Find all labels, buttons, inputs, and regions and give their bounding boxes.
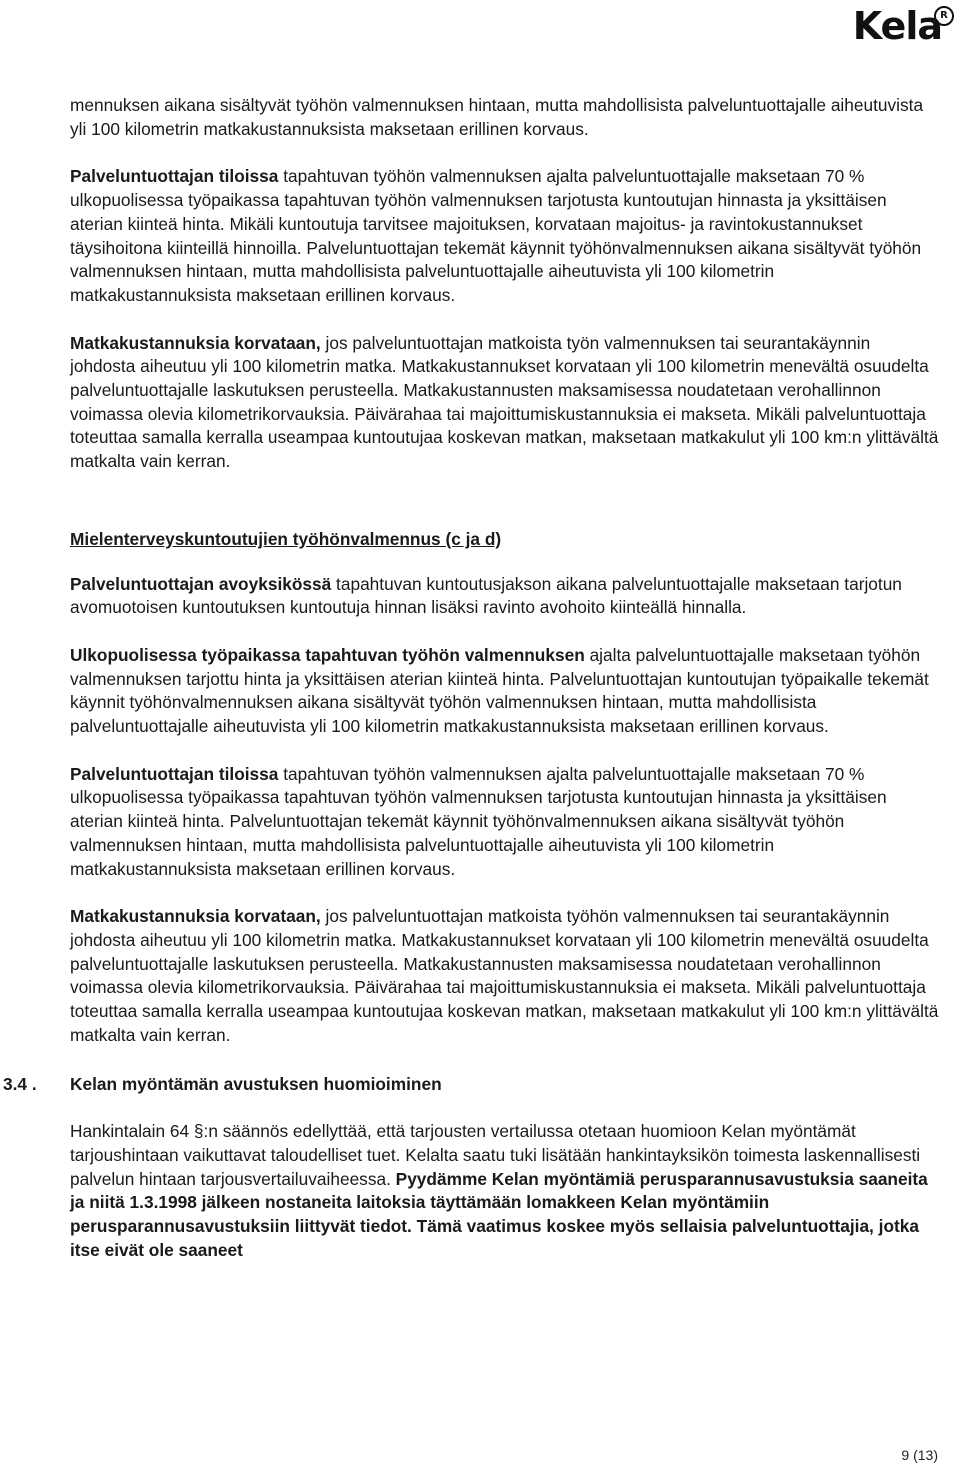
paragraph-text: jos palveluntuottajan matkoista työhön valmennuksen tai seurantakäynnin johdosta aiheutuu yli 100 kilometrin matka. Matkakustannukset korvataan yli 100 kilometrin menevältä osuudelta palveluntuottajalle laskutuksen perusteella. Matkakustannusten maksamisessa noudatetaan verohallinnon voimassa olevia kilometrikorvauksia. Päivärahaa tai majoittumiskustannuksia ei makseta. Mikäli palveluntuottaja toteuttaa samalla kerralla useampaa kuntoutujaa koskevan matkan, maksetaan matkakulut yli 100 km:n ylittävältä matkalta vain kerran. [70, 906, 939, 1045]
paragraph-lead: Ulkopuolisessa työpaikassa tapahtuvan työhön valmennuksen [70, 644, 585, 665]
section-heading [3, 1073, 940, 1097]
paragraph-text: tapahtuvan työhön valmennuksen ajalta palveluntuottajalle maksetaan 70 % ulkopuolisessa työpaikassa tapahtuvan työhön valmennuksen tarjotusta kuntoutujan hinnasta ja yksittäisen aterian kiinteä hinta. Mikäli kuntoutuja tarvitsee majoituksen, korvataan majoitus- ja ravintokustannukset täysihoitona kiinteillä hinnoilla. Palveluntuottajan tekemät käynnit työhönvalmennuksen aikana sisältyvät työhön valmennuksen hintaan, mutta mahdollisista palveluntuottajalle aiheutuvista yli 100 kilometrin matkakustannuksista maksetaan erillinen korvaus. [70, 166, 922, 305]
paragraph [70, 644, 940, 739]
paragraph [70, 905, 940, 1047]
kela-logo [852, 4, 948, 48]
registered-mark-icon: R [934, 6, 954, 26]
paragraph-lead: Palveluntuottajan tiloissa [70, 166, 279, 187]
paragraph-text: jos palveluntuottajan matkoista työn valmennuksen tai seurantakäynnin johdosta aiheutuu yli 100 kilometrin matka. Matkakustannukset korvataan yli 100 kilometrin menevältä osuudelta palveluntuottajalle laskutuksen perusteella. Matkakustannusten maksamisessa noudatetaan verohallinnon voimassa olevia kilometrikorvauksia. Päivärahaa tai majoittumiskustannuksia ei makseta. Mikäli palveluntuottaja toteuttaa samalla kerralla useampaa kuntoutujaa koskevan matkan, maksetaan matkakulut yli 100 km:n ylittävältä matkalta vain kerran. [70, 332, 939, 472]
paragraph [70, 573, 940, 620]
paragraph [70, 1120, 940, 1262]
paragraph-lead: Palveluntuottajan avoyksikössä [70, 573, 332, 594]
paragraph-text: tapahtuvan kuntoutusjakson aikana palveluntuottajalle maksetaan tarjotun avomuotoisen kuntoutuksen kuntoutuja hinnan lisäksi ravinto avohoito kiinteällä hinnalla. [70, 573, 902, 618]
paragraph-lead: Palveluntuottajan tiloissa [70, 763, 279, 784]
document-body [3, 94, 940, 1286]
page-number: 9 (13) [901, 1447, 938, 1463]
section-number: 3.4 . [3, 1073, 37, 1094]
paragraph-text: tapahtuvan työhön valmennuksen ajalta palveluntuottajalle maksetaan 70 % ulkopuolisessa työpaikassa tapahtuvan työhön valmennuksen tarjotusta kuntoutujan hinnasta ja yksittäisen aterian kiinteä hinta. Palveluntuottajan tekemät käynnit työhönvalmennuksen aikana sisältyvät työhön valmennuksen hintaan, mutta mahdollisista palveluntuottajalle aiheutuvista yli 100 kilometrin matkakustannuksista maksetaan erillinen korvaus. [70, 763, 887, 879]
paragraph-lead: Matkakustannuksia korvataan, [70, 906, 321, 927]
paragraph-emphasis: Pyydämme Kelan myöntämiä perusparannusavustuksia saaneita ja niitä 1.3.1998 jälkeen nostaneita laitoksia täyttämään lomakkeen Kelan myöntämiin perusparannusavustuksiin liittyvät tiedot. Tämä vaatimus koskee myös sellaisia palveluntuottajia, jotka itse eivät ole saaneet [70, 1168, 928, 1260]
section-title: Kelan myöntämän avustuksen huomioiminen [70, 1073, 442, 1094]
logo-text: Kela [852, 4, 942, 48]
subheading: Mielenterveyskuntoutujien työhönvalmennus (c ja d) [70, 528, 502, 549]
paragraph-lead: Matkakustannuksia korvataan, [70, 332, 321, 353]
paragraph [70, 165, 940, 307]
paragraph-text: Hankintalain 64 §:n säännös edellyttää, että tarjousten vertailussa otetaan huomioon Kelan myöntämät tarjoushintaan vaikuttavat taloudelliset tuet. Kelalta saatu tuki lisätään hankintayksikön toimesta laskennallisesti palvelun hintaan tarjousvertailuvaiheessa. [70, 1121, 921, 1189]
paragraph [70, 332, 940, 474]
paragraph [70, 94, 940, 141]
paragraph-text: ajalta palveluntuottajalle maksetaan työhön valmennuksen tarjottu hinta ja yksittäisen aterian kiinteä hinta. Palveluntuottajan kuntoutujan työpaikalle tekemät käynnit työhönvalmennuksen aikana sisältyvät työhön valmennuksen hintaan, mutta mahdollisista palveluntuottajalle aiheutuvista yli 100 kilometrin matkakustannuksista maksetaan erillinen korvaus. [70, 644, 929, 737]
paragraph-text: mennuksen aikana sisältyvät työhön valmennuksen hintaan, mutta mahdollisista palveluntuottajalle aiheutuvista yli 100 kilometrin matkakustannuksista maksetaan erillinen korvaus. [70, 95, 924, 139]
paragraph [70, 763, 940, 882]
